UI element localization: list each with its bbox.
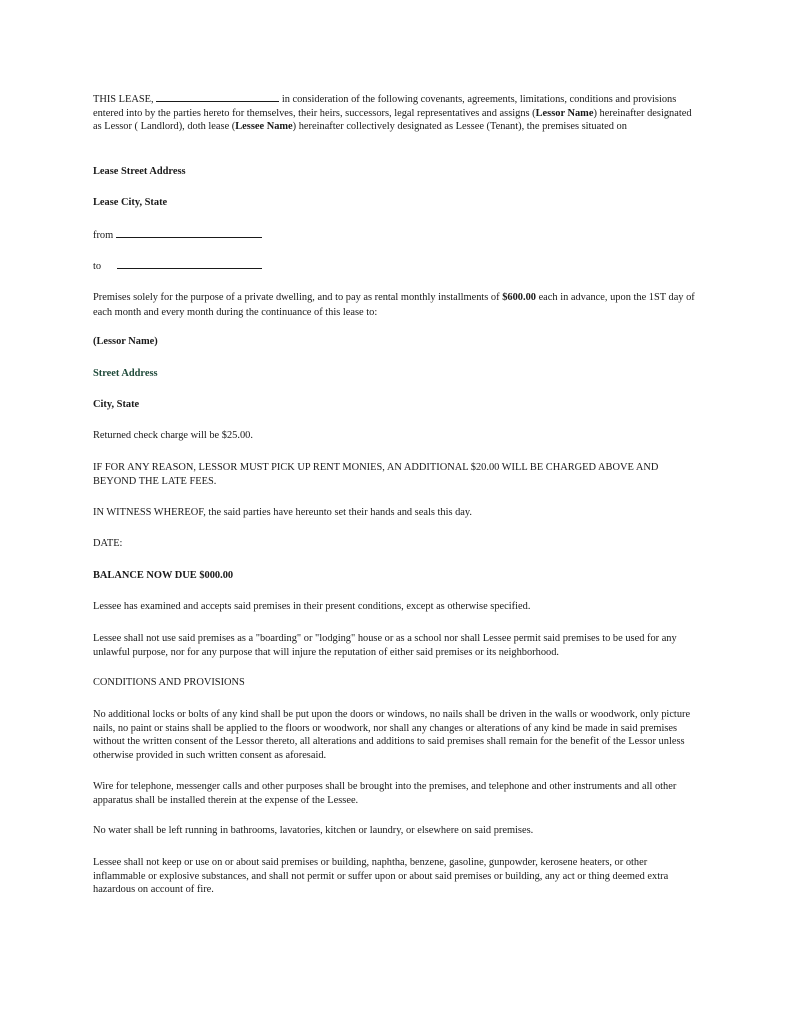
date-label: DATE: xyxy=(93,538,123,549)
conditions-heading: CONDITIONS AND PROVISIONS xyxy=(93,677,245,688)
premises-paragraph xyxy=(93,290,699,320)
locks-clause: No additional locks or bolts of any kind shall be put upon the doors or windows, no nails shall be driven in the walls or woodwork, only picture nails, no paint or stains shall be applied to the floors or woodwork, nor shall any changes or alterations of any kind be made in said premises without the written consent of the Lessor thereto, all alterations and additions to said premises shall remain for the benefit of the Lessor unless otherwise provided in such written consent as aforesaid. xyxy=(93,709,691,761)
from-label: from xyxy=(93,230,114,241)
lessee-name-placeholder: Lessee Name xyxy=(235,121,293,133)
use-clause: Lessee shall not use said premises as a "boarding" or "lodging" house or as a school nor shall Lessee permit said premises to be used for any unlawful purpose, nor for any purpose that will injure the reputation of either said premises or its neighborhood. xyxy=(93,633,677,658)
intro-paragraph xyxy=(93,92,699,134)
premises-start: Premises solely for the purpose of a private dwelling, and to pay as rental monthly installments of xyxy=(93,292,503,303)
to-label: to xyxy=(93,261,102,272)
lessor-name-placeholder: Lessor Name xyxy=(535,107,594,119)
intro-body: in consideration of the following covenants, agreements, limitations, conditions and provisions entered into by the parties hereto for themselves, their heirs, successors, legal representatives and assigns ( xyxy=(93,94,677,119)
hazard-clause: Lessee shall not keep or use on or about said premises or building, naphtha, benzene, gasoline, gunpowder, kerosene heaters, or other inflammable or explosive substances, and shall not permit or suffer upon or about said premises or building, any act or thing deemed extra hazardous on account of fire. xyxy=(93,857,669,896)
pay-to-city: City, State xyxy=(93,399,140,410)
lease-date-blank[interactable] xyxy=(156,92,279,102)
from-date-blank[interactable] xyxy=(116,228,262,238)
balance-due: BALANCE NOW DUE $000.00 xyxy=(93,570,234,581)
premises-end: each in advance, upon the 1ST day of each month and every month during the continuance of this lease to: xyxy=(93,292,695,318)
returned-check-charge: Returned check charge will be $25.00. xyxy=(93,430,253,441)
pay-to-name: (Lessor Name) xyxy=(93,336,158,347)
rent-amount: $600.00 xyxy=(502,292,536,303)
accepts-clause: Lessee has examined and accepts said premises in their present conditions, except as otherwise specified. xyxy=(93,601,531,612)
lease-street-address: Lease Street Address xyxy=(93,166,186,177)
intro-mid1: ) hereinafter designated as Lessor ( Landlord), doth lease ( xyxy=(93,107,692,133)
pickup-notice: IF FOR ANY REASON, LESSOR MUST PICK UP RENT MONIES, AN ADDITIONAL $20.00 WILL BE CHARGED ABOVE AND BEYOND THE LATE FEES. xyxy=(93,462,659,487)
water-clause: No water shall be left running in bathrooms, lavatories, kitchen or laundry, or elsewhere on said premises. xyxy=(93,825,534,836)
to-line xyxy=(93,259,262,274)
pay-to-street: Street Address xyxy=(93,368,158,379)
intro-end: ) hereinafter collectively designated as Lessee (Tenant), the premises situated on xyxy=(292,121,627,133)
to-date-blank[interactable] xyxy=(117,259,262,269)
wire-clause: Wire for telephone, messenger calls and other purposes shall be brought into the premises, and telephone and other instruments and all other apparatus shall be installed therein at the expense of the Lessee. xyxy=(93,781,677,806)
intro-start: THIS LEASE, xyxy=(93,94,157,105)
from-line xyxy=(93,228,262,243)
witness-clause: IN WITNESS WHEREOF, the said parties have hereunto set their hands and seals this day. xyxy=(93,507,473,518)
lease-city-state: Lease City, State xyxy=(93,197,168,208)
